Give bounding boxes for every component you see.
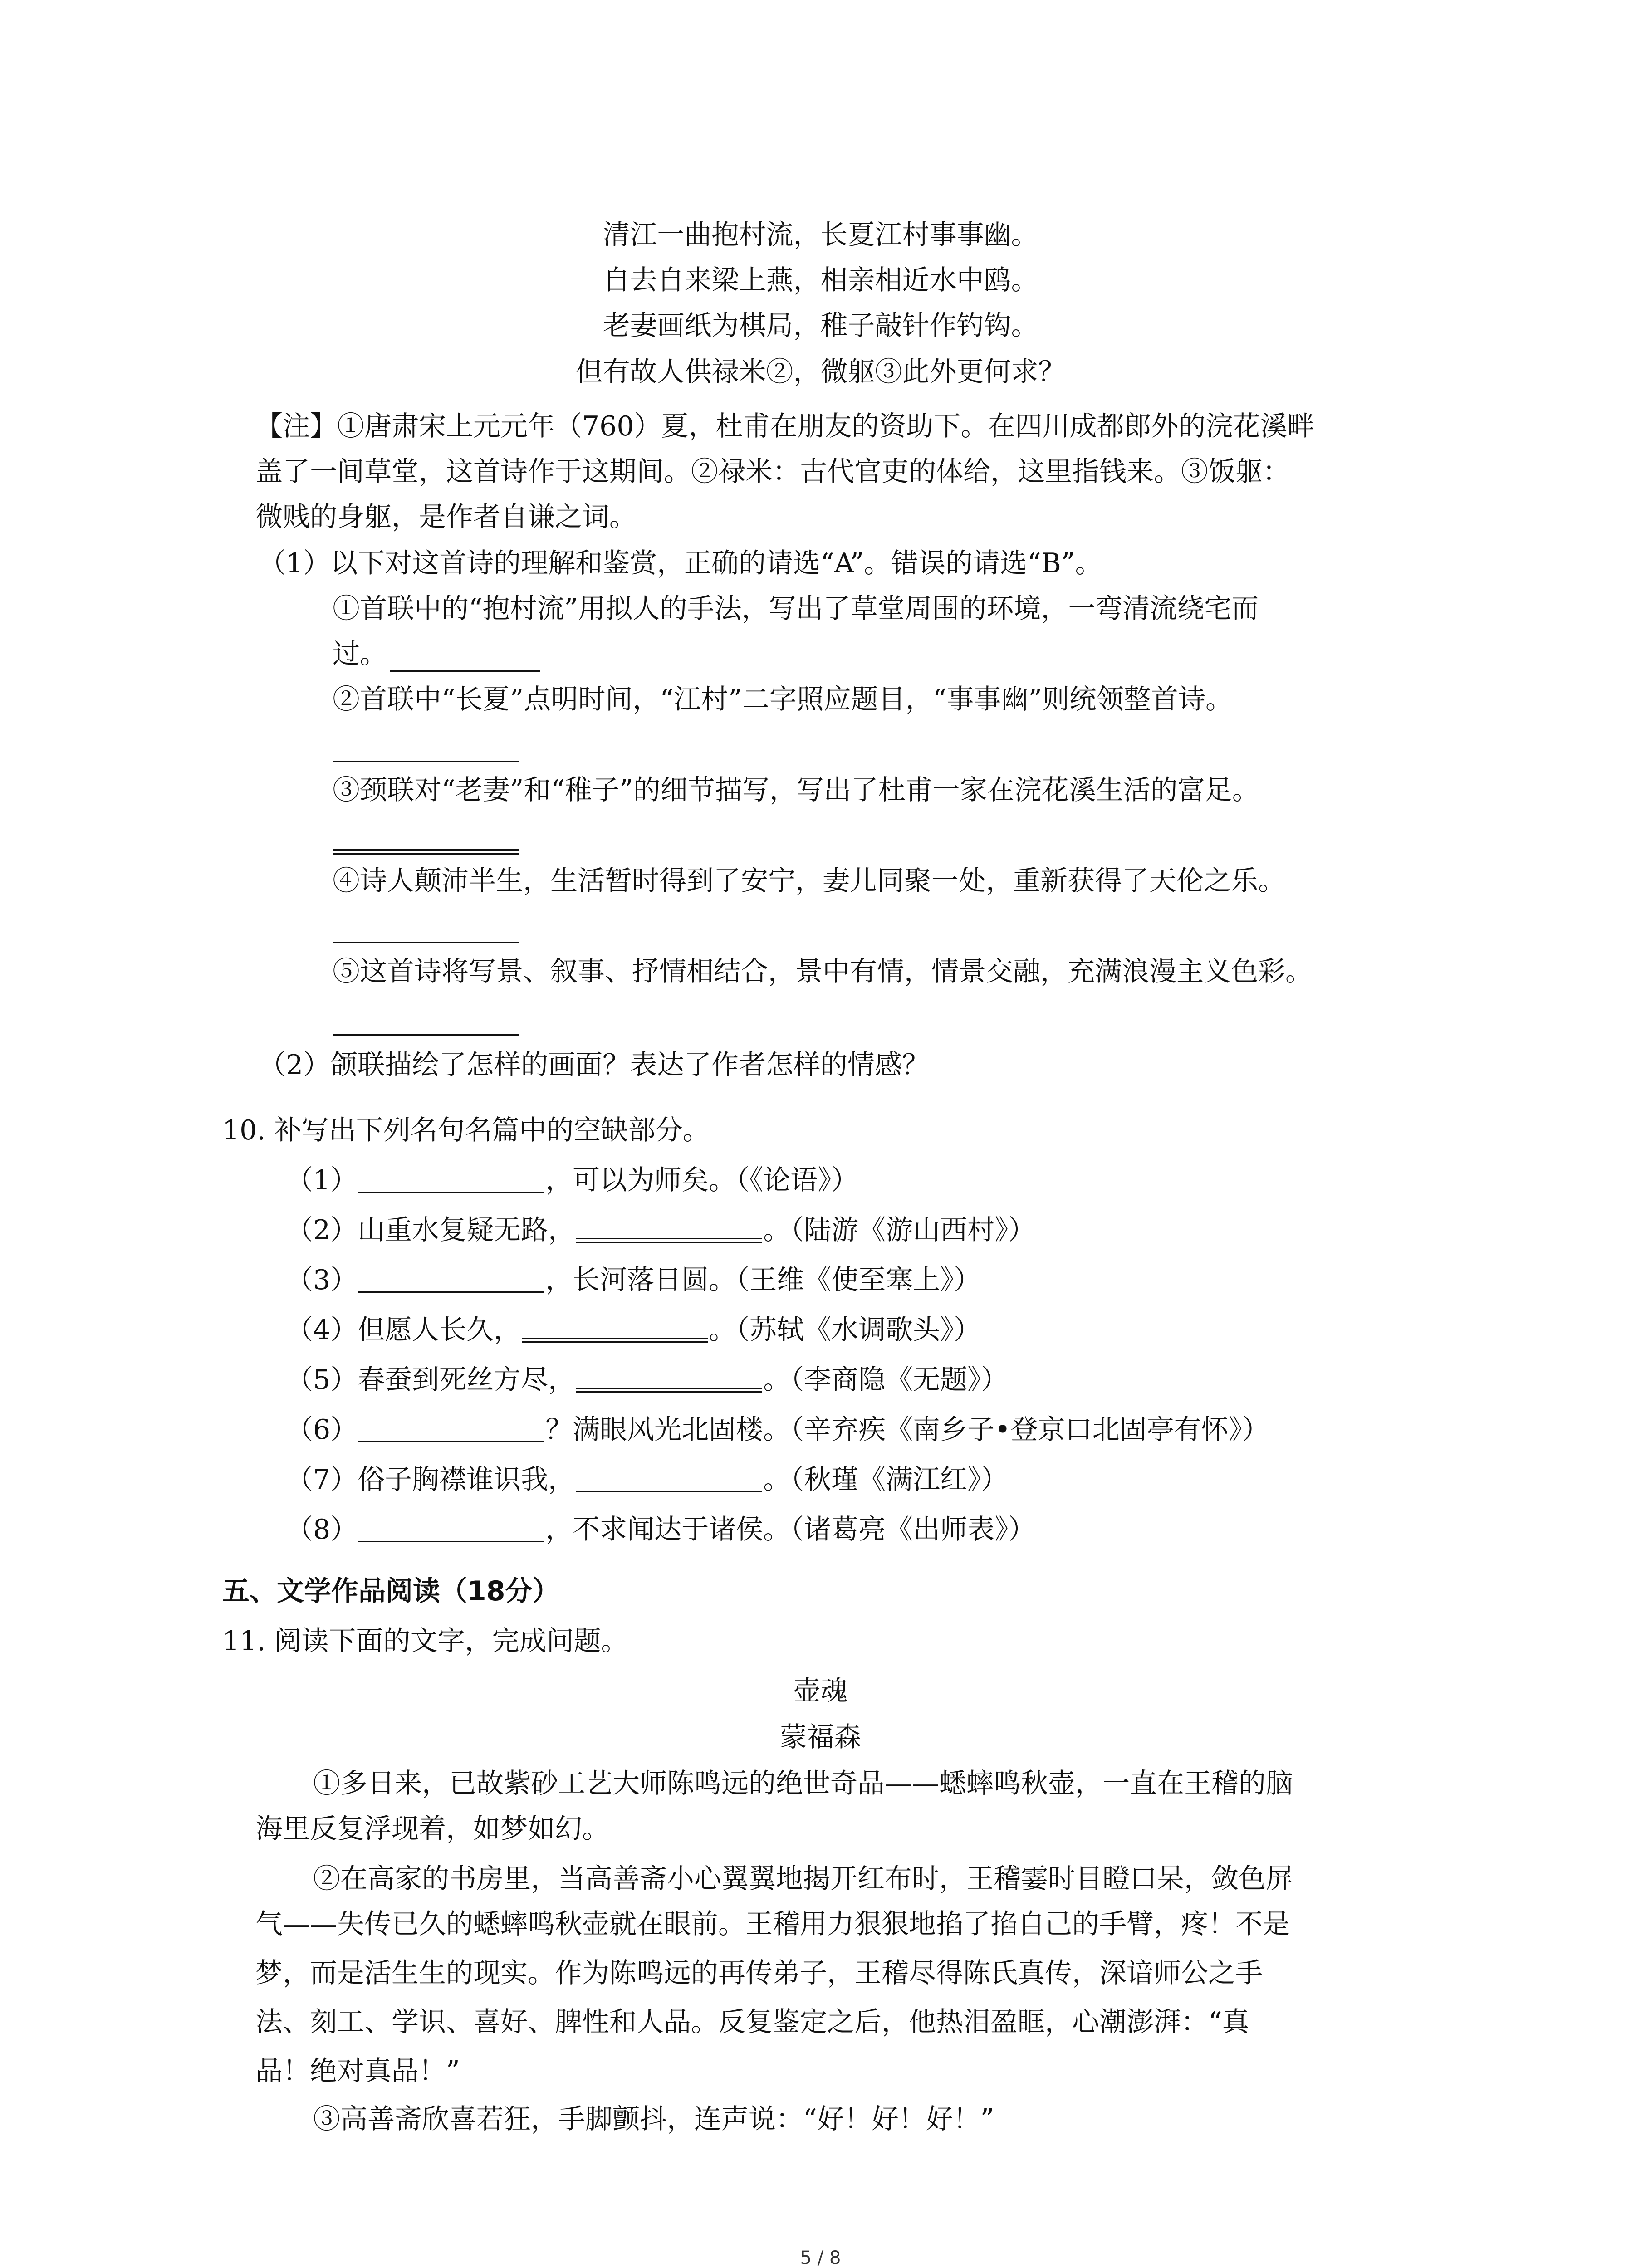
q10-item-3 <box>286 1266 981 1294</box>
q11-prompt: 11. 阅读下面的文字，完成问题。 <box>222 1625 628 1657</box>
q10-item-2-after: 。（陆游《游山西村》） <box>763 1214 1036 1246</box>
note-line-3: 微贱的身躯，是作者自谦之词。 <box>255 501 637 533</box>
q10-item-7-before: 俗子胸襟谁识我， <box>358 1464 576 1496</box>
q10-item-2 <box>286 1214 1036 1246</box>
poem-line-4: 但有故人供禄米②，微躯③此外更何求？ <box>575 356 1066 388</box>
q10-item-4-num: （4） <box>286 1314 358 1346</box>
poem-line-3: 老妻画纸为棋局，稚子敲针作钓钩。 <box>603 310 1038 342</box>
q9-item-2: ②首联中“长夏”点明时间，“江村”二字照应题目，“事事幽”则统领整首诗。 <box>333 684 1233 715</box>
q10-item-7-num: （7） <box>286 1464 358 1496</box>
q10-item-3-num: （3） <box>286 1264 358 1296</box>
note-line-2: 盖了一间草堂，这首诗作于这期间。②禄米：古代官吏的体给，这里指钱来。③饭躯： <box>255 456 1290 488</box>
q10-item-6-blank[interactable] <box>358 1441 544 1442</box>
q10-item-3-after: ，长河落日圆。（王维《使至塞上》） <box>545 1264 981 1296</box>
q9-item-5: ⑤这首诗将写景、叙事、抒情相结合，景中有情，情景交融，充满浪漫主义色彩。 <box>333 956 1313 987</box>
q10-item-2-blank[interactable] <box>576 1238 762 1243</box>
q10-title: 10. 补写出下列名句名篇中的空缺部分。 <box>222 1114 710 1146</box>
q9-part2-prompt: （2）颌联描绘了怎样的画面？表达了作者怎样的情感？ <box>259 1049 930 1081</box>
q10-item-8 <box>286 1516 1035 1543</box>
q9-item-3: ③颈联对“老妻”和“稚子”的细节描写，写出了杜甫一家在浣花溪生活的富足。 <box>333 774 1259 806</box>
q10-item-5-num: （5） <box>286 1364 358 1396</box>
q9-item-1: ①首联中的“抱村流”用拟人的手法，写出了草堂周围的环境，一弯清流绕宅而 <box>333 593 1259 625</box>
q10-item-7-after: 。（秋瑾《满江红》） <box>763 1464 1009 1496</box>
q10-item-1-blank[interactable] <box>358 1192 544 1193</box>
story-para-1-line-1: ①多日来，已故紫砂工艺大师陈鸣远的绝世奇品——蟋蟀鸣秋壶，一直在王稽的脑 <box>313 1768 1293 1799</box>
q10-item-6-after: ？满眼风光北固楼。（辛弃疾《南乡子•登京口北固亭有怀》） <box>545 1414 1269 1446</box>
q10-item-5-after: 。（李商隐《无题》） <box>763 1364 1009 1396</box>
q10-item-6-num: （6） <box>286 1414 358 1446</box>
section-5-heading: 五、文学作品阅读（18分） <box>222 1575 560 1607</box>
q10-item-8-num: （8） <box>286 1514 358 1545</box>
q9-answer-blank-5[interactable] <box>333 1034 519 1036</box>
q10-item-8-blank[interactable] <box>358 1541 544 1542</box>
q10-item-1-num: （1） <box>286 1164 358 1196</box>
story-para-2-line-3: 梦，而是活生生的现实。作为陈鸣远的再传弟子，王稽尽得陈氏真传，深谙师公之手 <box>255 1957 1263 1989</box>
q10-item-4 <box>286 1316 981 1344</box>
q9-answer-blank-1[interactable] <box>390 670 540 672</box>
q10-item-3-blank[interactable] <box>358 1291 544 1293</box>
q10-item-4-before: 但愿人长久， <box>358 1314 521 1346</box>
q10-item-1 <box>286 1164 859 1196</box>
story-author: 蒙福森 <box>779 1721 862 1753</box>
q10-item-6 <box>286 1414 1269 1446</box>
q10-item-4-blank[interactable] <box>522 1338 708 1343</box>
q10-item-1-after: ，可以为师矣。（《论语》） <box>545 1164 859 1196</box>
poem-line-1: 清江一曲抱村流，长夏江村事事幽。 <box>603 219 1038 251</box>
q10-item-7-blank[interactable] <box>576 1491 762 1492</box>
story-para-1-line-2: 海里反复浮现着，如梦如幻。 <box>255 1813 609 1845</box>
poem-line-2: 自去自来梁上燕，相亲相近水中鸥。 <box>603 264 1038 296</box>
q9-answer-blank-2[interactable] <box>333 761 519 762</box>
story-title: 壶魂 <box>793 1675 848 1707</box>
q9-item-4: ④诗人颠沛半生，生活暂时得到了安宁，妻儿同聚一处，重新获得了天伦之乐。 <box>333 865 1285 897</box>
q10-item-5-blank[interactable] <box>576 1388 762 1393</box>
story-para-2-line-4: 法、刻工、学识、喜好、脾性和人品。反复鉴定之后，他热泪盈眶，心潮澎湃：“真 <box>255 2006 1249 2038</box>
page-number: 5 / 8 <box>800 2248 841 2268</box>
q9-part1-prompt: （1）以下对这首诗的理解和鉴赏，正确的请选“A”。错误的请选“B”。 <box>259 547 1102 579</box>
note-line-1: 【注】①唐肃宋上元元年（760）夏，杜甫在朋友的资助下。在四川成都郎外的浣花溪畔 <box>255 411 1315 442</box>
q9-answer-blank-4[interactable] <box>333 942 519 943</box>
q10-item-8-after: ，不求闻达于诸侯。（诸葛亮《出师表》） <box>545 1514 1036 1545</box>
q10-item-5-before: 春蚕到死丝方尽， <box>358 1364 576 1396</box>
q9-answer-blank-3[interactable] <box>333 849 519 855</box>
story-para-3-line-1: ③高善斋欣喜若狂，手脚颤抖，连声说：“好！好！好！” <box>313 2103 994 2135</box>
story-para-2-line-1: ②在高家的书房里，当高善斋小心翼翼地揭开红布时，王稽霎时目瞪口呆，敛色屏 <box>313 1863 1293 1895</box>
q10-item-7 <box>286 1464 1009 1496</box>
story-para-2-line-5: 品！绝对真品！” <box>255 2055 460 2087</box>
q10-item-4-after: 。（苏轼《水调歌头》） <box>709 1314 981 1346</box>
q10-item-2-before: 山重水复疑无路， <box>358 1214 576 1246</box>
q10-item-2-num: （2） <box>286 1214 358 1246</box>
q9-item-1-cont: 过。 <box>333 638 387 670</box>
q10-item-5 <box>286 1364 1009 1396</box>
story-para-2-line-2: 气——失传已久的蟋蟀鸣秋壶就在眼前。王稽用力狠狠地掐了掐自己的手臂，疼！不是 <box>255 1908 1290 1940</box>
